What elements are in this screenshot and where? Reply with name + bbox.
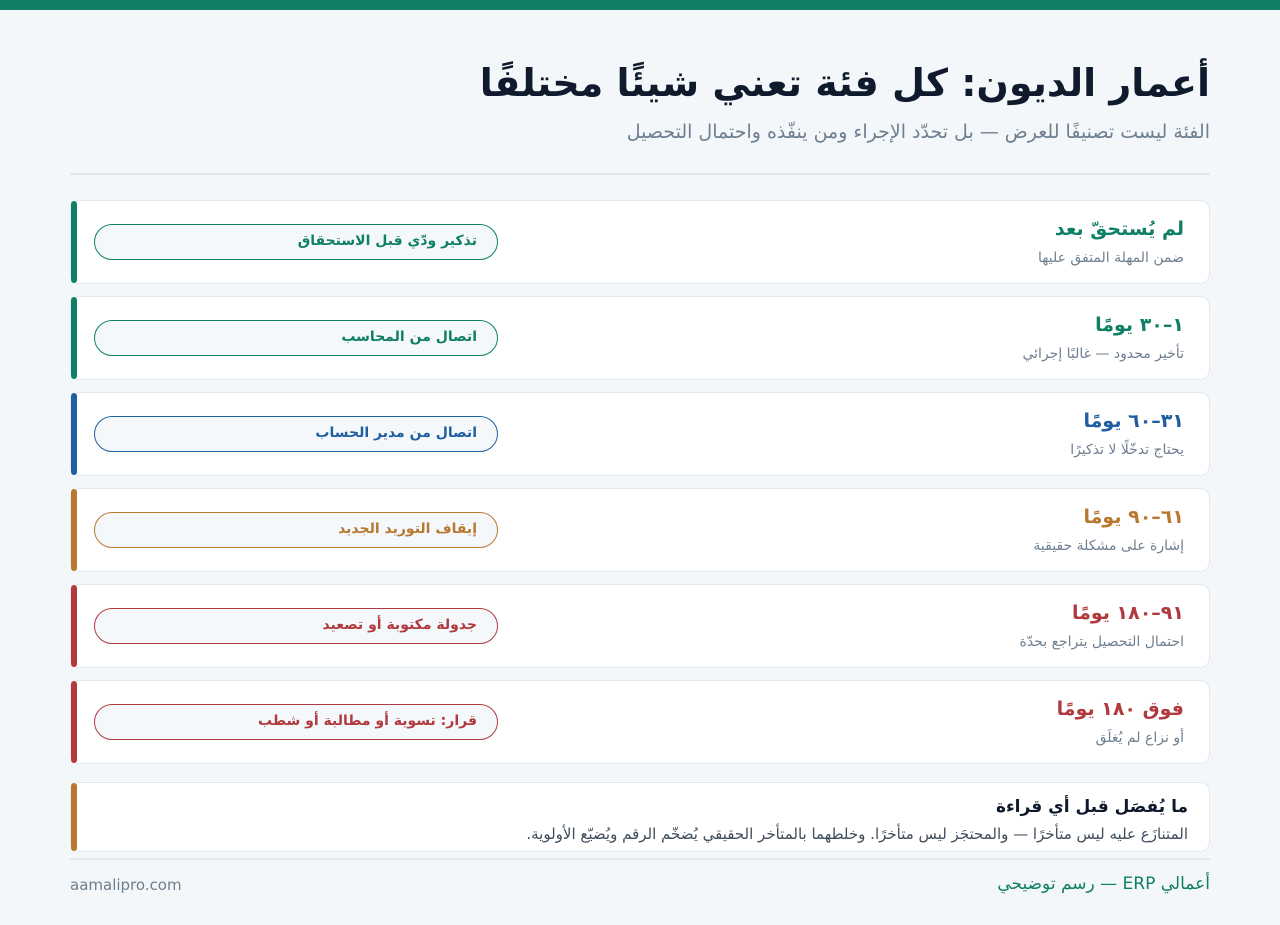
row-accent-bar: [71, 585, 77, 667]
bucket-label: لم يُستحقّ بعد: [1054, 218, 1184, 240]
note-title: ما يُفصَل قبل أي قراءة: [995, 797, 1188, 817]
action-pill: تذكير ودّي قبل الاستحقاق: [94, 224, 498, 260]
top-accent-bar: [0, 0, 1280, 10]
bucket-label: فوق ١٨٠ يومًا: [1056, 698, 1184, 720]
aging-buckets-list: [70, 200, 1210, 776]
footer-website[interactable]: aamalipro.com: [70, 876, 182, 894]
action-pill: اتصال من المحاسب: [94, 320, 498, 356]
bucket-description: احتمال التحصيل يتراجع بحدّة: [1019, 634, 1184, 650]
bucket-description: يحتاج تدخّلًا لا تذكيرًا: [1070, 442, 1184, 458]
row-accent-bar: [71, 681, 77, 763]
action-pill: اتصال من مدير الحساب: [94, 416, 498, 452]
row-accent-bar: [71, 489, 77, 571]
action-pill: جدولة مكتوبة أو تصعيد: [94, 608, 498, 644]
bucket-label: ٩١–١٨٠ يومًا: [1071, 602, 1184, 624]
footer-divider: [70, 858, 1210, 860]
action-pill: إيقاف التوريد الجديد: [94, 512, 498, 548]
note-text: المتنازَع عليه ليس متأخرًا — والمحتجَز ليس متأخرًا. وخلطهما بالمتأخر الحقيقي يُضخّم الرقم ويُضيّع الأولوية.: [526, 825, 1188, 843]
bucket-label: ٦١–٩٠ يومًا: [1083, 506, 1184, 528]
bucket-label: ١–٣٠ يومًا: [1095, 314, 1184, 336]
note-card: [70, 782, 1210, 852]
aging-row-31-60: [70, 392, 1210, 476]
note-accent-bar: [71, 783, 77, 851]
bucket-description: أو نزاع لم يُغلَق: [1095, 730, 1184, 746]
row-accent-bar: [71, 201, 77, 283]
bucket-description: ضمن المهلة المتفق عليها: [1038, 250, 1184, 266]
aging-row-not-due: [70, 200, 1210, 284]
page-header: [70, 56, 1210, 144]
action-pill: قرار: تسوية أو مطالبة أو شطب: [94, 704, 498, 740]
header-divider: [70, 173, 1210, 175]
aging-row-91-180: [70, 584, 1210, 668]
aging-row-over-180: [70, 680, 1210, 764]
row-accent-bar: [71, 393, 77, 475]
row-accent-bar: [71, 297, 77, 379]
page-title: أعمار الديون: كل فئة تعني شيئًا مختلفًا: [479, 61, 1210, 105]
aging-row-1-30: [70, 296, 1210, 380]
bucket-description: تأخير محدود — غالبًا إجرائي: [1022, 346, 1184, 362]
page-subtitle: الفئة ليست تصنيفًا للعرض — بل تحدّد الإجراء ومن ينفّذه واحتمال التحصيل: [626, 121, 1210, 143]
bucket-label: ٣١–٦٠ يومًا: [1083, 410, 1184, 432]
bucket-description: إشارة على مشكلة حقيقية: [1033, 538, 1184, 554]
footer-brand: أعمالي ERP — رسم توضيحي: [997, 874, 1210, 894]
aging-row-61-90: [70, 488, 1210, 572]
